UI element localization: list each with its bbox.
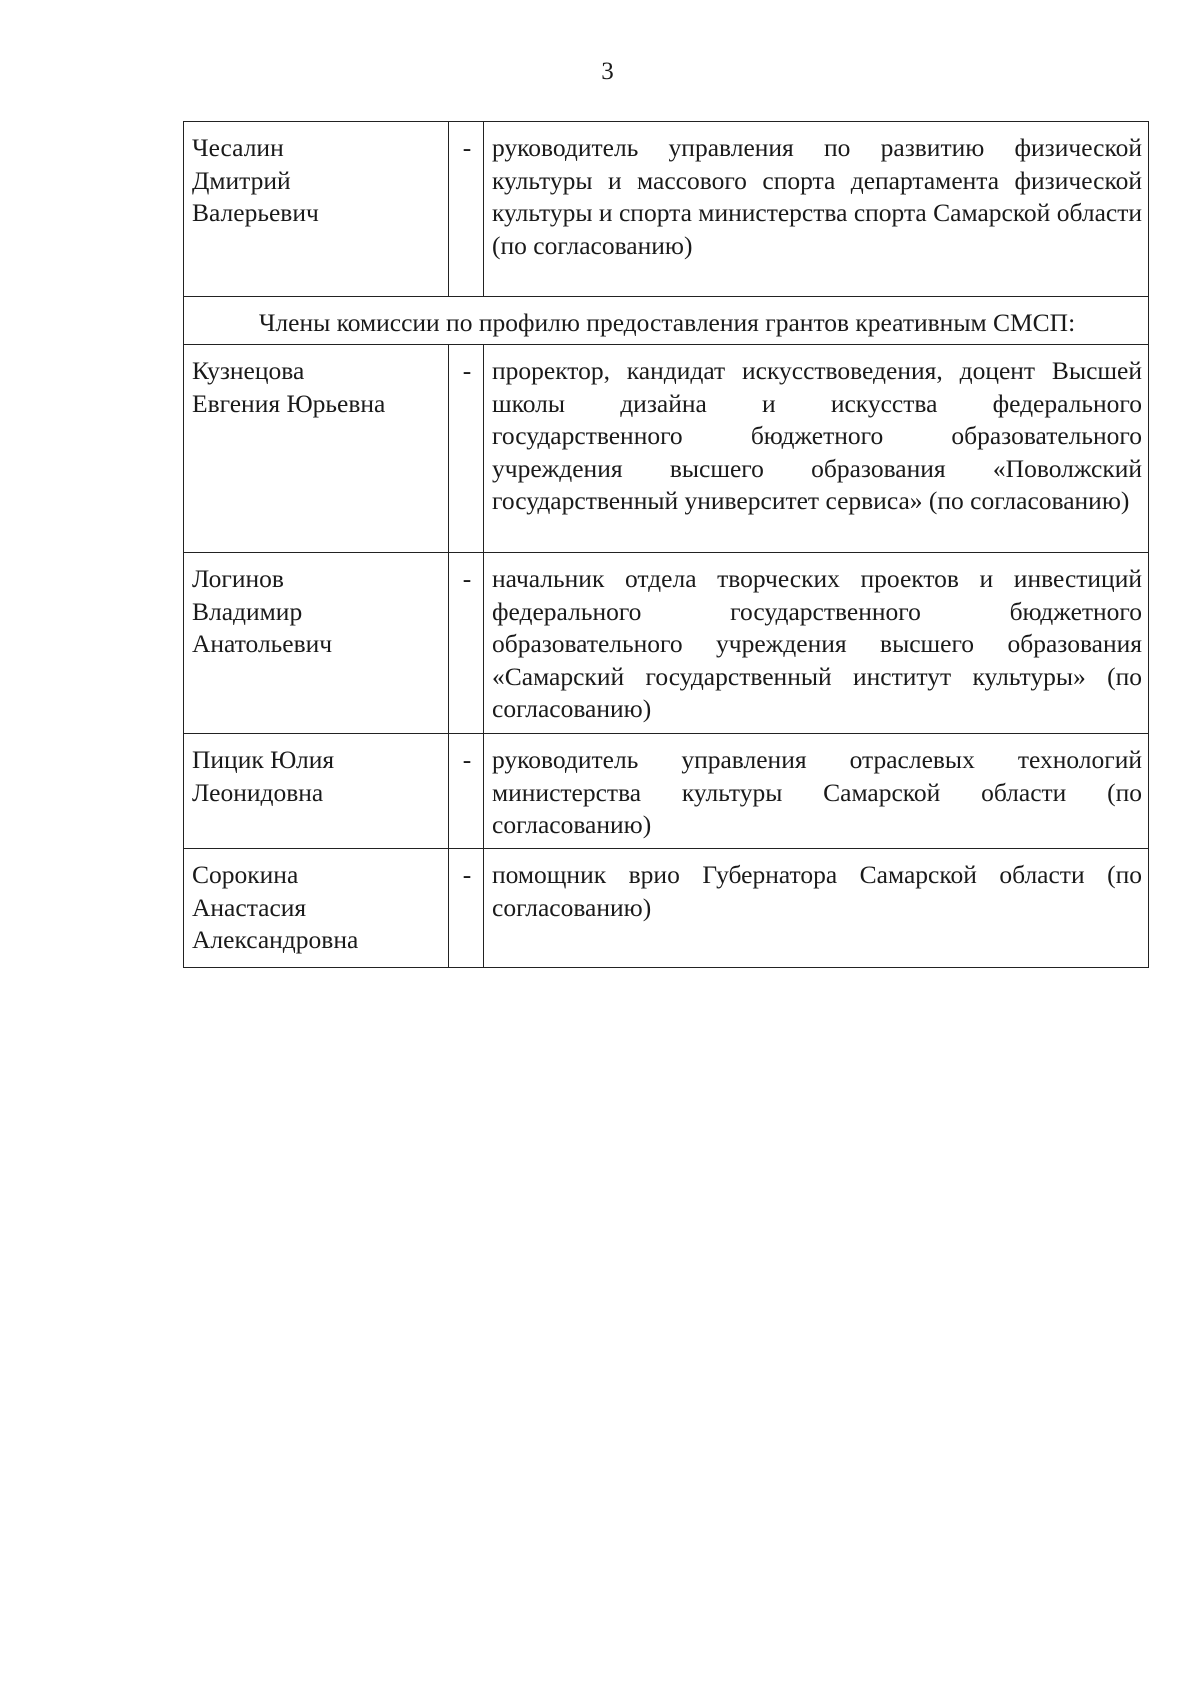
page-number: 3 <box>601 58 614 85</box>
member-name: Логинов Владимир Анатольевич <box>184 553 449 734</box>
table-row <box>184 122 1149 297</box>
table-row <box>184 345 1149 553</box>
member-name: Чесалин Дмитрий Валерьевич <box>184 122 449 297</box>
member-position: помощник врио Губернатора Самарской области (по согласованию) <box>484 849 1149 968</box>
member-name: Сорокина Анастасия Александровна <box>184 849 449 968</box>
dash-separator: - <box>449 345 484 553</box>
dash-separator: - <box>449 849 484 968</box>
dash-separator: - <box>449 734 484 849</box>
member-position: проректор, кандидат искусствоведения, доцент Высшей школы дизайна и искусства федерального государственного бюджетного образовательного учреждения высшего образования «Поволжский государственный университет сервиса» (по согласованию) <box>484 345 1149 553</box>
section-row <box>184 297 1149 345</box>
dash-separator: - <box>449 122 484 297</box>
member-position: руководитель управления отраслевых технологий министерства культуры Самарской области (по согласованию) <box>484 734 1149 849</box>
member-position: начальник отдела творческих проектов и инвестиций федерального государственного бюджетного образовательного учреждения высшего образования «Самарский государственный институт культуры» (по согласованию) <box>484 553 1149 734</box>
member-name: Пицик Юлия Леонидовна <box>184 734 449 849</box>
member-position: руководитель управления по развитию физической культуры и массового спорта департамента физической культуры и спорта министерства спорта Самарской области (по согласованию) <box>484 122 1149 297</box>
dash-separator: - <box>449 553 484 734</box>
member-name: Кузнецова Евгения Юрьевна <box>184 345 449 553</box>
section-heading: Члены комиссии по профилю предоставления грантов креативным СМСП: <box>184 297 1149 345</box>
table-row <box>184 734 1149 849</box>
table-row <box>184 849 1149 968</box>
table-row <box>184 553 1149 734</box>
commission-members-table <box>183 121 1149 968</box>
